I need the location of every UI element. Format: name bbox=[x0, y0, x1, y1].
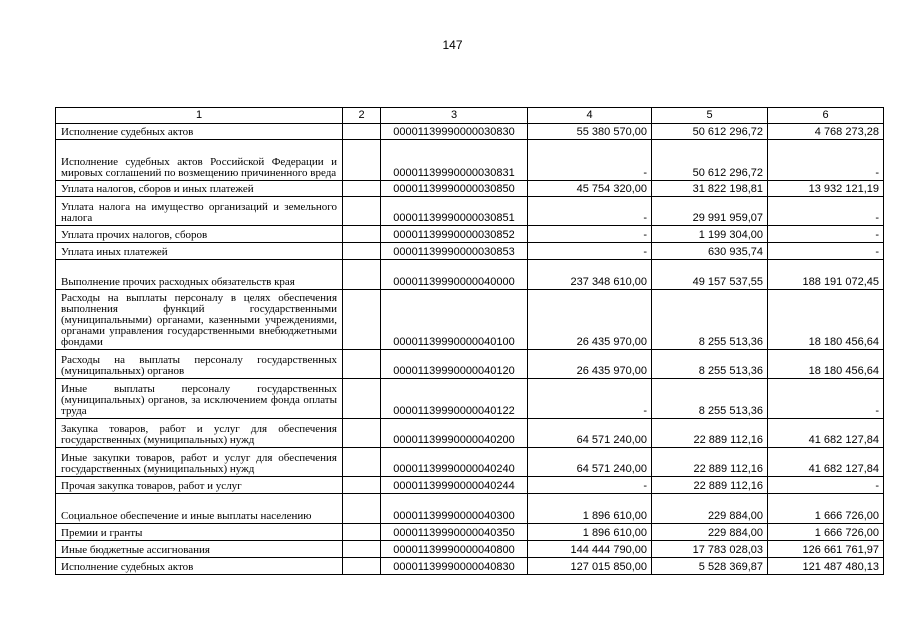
table-row bbox=[56, 290, 884, 350]
table-row bbox=[56, 524, 884, 541]
row-col6-cell: 41 682 127,84 bbox=[768, 448, 884, 477]
row-col4-cell: 64 571 240,00 bbox=[528, 448, 652, 477]
header-cell-6: 6 bbox=[768, 108, 884, 124]
row-col2-cell bbox=[343, 558, 381, 575]
table-row bbox=[56, 124, 884, 140]
row-col5-cell: 8 255 513,36 bbox=[652, 379, 768, 419]
row-col6-cell: 126 661 761,97 bbox=[768, 541, 884, 558]
row-code-cell: 00001139990000040000 bbox=[381, 260, 528, 290]
budget-table bbox=[55, 107, 884, 575]
table-row bbox=[56, 419, 884, 448]
table-body bbox=[56, 108, 884, 575]
row-col4-cell: - bbox=[528, 140, 652, 181]
table-row bbox=[56, 541, 884, 558]
table-row bbox=[56, 350, 884, 379]
row-name-cell: Социальное обеспечение и иные выплаты населению bbox=[56, 494, 343, 524]
row-col2-cell bbox=[343, 260, 381, 290]
header-cell-2: 2 bbox=[343, 108, 381, 124]
row-col4-cell: - bbox=[528, 379, 652, 419]
row-col5-cell: 630 935,74 bbox=[652, 243, 768, 260]
row-col4-cell: 127 015 850,00 bbox=[528, 558, 652, 575]
row-col4-cell: - bbox=[528, 226, 652, 243]
row-name-cell: Закупка товаров, работ и услуг для обеспечения государственных (муниципальных) нужд bbox=[56, 419, 343, 448]
row-code-cell: 00001139990000040240 bbox=[381, 448, 528, 477]
row-name-cell: Расходы на выплаты персоналу государственных (муниципальных) органов bbox=[56, 350, 343, 379]
row-col5-cell: 31 822 198,81 bbox=[652, 181, 768, 197]
row-col5-cell: 22 889 112,16 bbox=[652, 448, 768, 477]
row-code-cell: 00001139990000040200 bbox=[381, 419, 528, 448]
row-col2-cell bbox=[343, 350, 381, 379]
row-col5-cell: 22 889 112,16 bbox=[652, 419, 768, 448]
row-col5-cell: 8 255 513,36 bbox=[652, 350, 768, 379]
row-col2-cell bbox=[343, 477, 381, 494]
header-cell-5: 5 bbox=[652, 108, 768, 124]
header-cell-4: 4 bbox=[528, 108, 652, 124]
row-code-cell: 00001139990000030851 bbox=[381, 197, 528, 226]
table-row bbox=[56, 558, 884, 575]
row-col6-cell: 41 682 127,84 bbox=[768, 419, 884, 448]
row-col2-cell bbox=[343, 243, 381, 260]
row-col2-cell bbox=[343, 140, 381, 181]
row-col4-cell: 45 754 320,00 bbox=[528, 181, 652, 197]
row-name-cell: Иные выплаты персоналу государственных (муниципальных) органов, за исключением фонда оплаты труда bbox=[56, 379, 343, 419]
row-name-cell: Исполнение судебных актов bbox=[56, 124, 343, 140]
row-col5-cell: 49 157 537,55 bbox=[652, 260, 768, 290]
row-name-cell: Исполнение судебных актов bbox=[56, 558, 343, 575]
row-col2-cell bbox=[343, 524, 381, 541]
row-code-cell: 00001139990000030853 bbox=[381, 243, 528, 260]
row-code-cell: 00001139990000040350 bbox=[381, 524, 528, 541]
row-col6-cell: - bbox=[768, 379, 884, 419]
row-code-cell: 00001139990000030830 bbox=[381, 124, 528, 140]
row-col4-cell: 26 435 970,00 bbox=[528, 290, 652, 350]
row-col6-cell: 1 666 726,00 bbox=[768, 494, 884, 524]
row-name-cell: Уплата иных платежей bbox=[56, 243, 343, 260]
row-col2-cell bbox=[343, 541, 381, 558]
table-row bbox=[56, 243, 884, 260]
row-col5-cell: 8 255 513,36 bbox=[652, 290, 768, 350]
row-name-cell: Расходы на выплаты персоналу в целях обеспечения выполнения функций государственными (муниципальными) органами, казенными учреждениями, органами управления государственными внебюджетными фондами bbox=[56, 290, 343, 350]
row-col5-cell: 50 612 296,72 bbox=[652, 140, 768, 181]
row-col5-cell: 29 991 959,07 bbox=[652, 197, 768, 226]
row-col2-cell bbox=[343, 124, 381, 140]
row-col6-cell: 188 191 072,45 bbox=[768, 260, 884, 290]
row-col4-cell: 1 896 610,00 bbox=[528, 524, 652, 541]
row-col6-cell: - bbox=[768, 140, 884, 181]
row-code-cell: 00001139990000040800 bbox=[381, 541, 528, 558]
row-col4-cell: 237 348 610,00 bbox=[528, 260, 652, 290]
row-col6-cell: 121 487 480,13 bbox=[768, 558, 884, 575]
row-code-cell: 00001139990000040244 bbox=[381, 477, 528, 494]
row-col2-cell bbox=[343, 181, 381, 197]
row-code-cell: 00001139990000040100 bbox=[381, 290, 528, 350]
row-name-cell: Уплата прочих налогов, сборов bbox=[56, 226, 343, 243]
row-code-cell: 00001139990000040830 bbox=[381, 558, 528, 575]
row-col6-cell: - bbox=[768, 243, 884, 260]
table-row bbox=[56, 140, 884, 181]
row-code-cell: 00001139990000030850 bbox=[381, 181, 528, 197]
row-col6-cell: 18 180 456,64 bbox=[768, 350, 884, 379]
row-col6-cell: 13 932 121,19 bbox=[768, 181, 884, 197]
row-col6-cell: 1 666 726,00 bbox=[768, 524, 884, 541]
table-row bbox=[56, 448, 884, 477]
row-code-cell: 00001139990000040300 bbox=[381, 494, 528, 524]
row-col2-cell bbox=[343, 226, 381, 243]
row-col2-cell bbox=[343, 419, 381, 448]
table-row bbox=[56, 260, 884, 290]
row-code-cell: 00001139990000040120 bbox=[381, 350, 528, 379]
row-col5-cell: 5 528 369,87 bbox=[652, 558, 768, 575]
row-col4-cell: - bbox=[528, 197, 652, 226]
header-cell-3: 3 bbox=[381, 108, 528, 124]
row-col2-cell bbox=[343, 494, 381, 524]
row-name-cell: Премии и гранты bbox=[56, 524, 343, 541]
row-col2-cell bbox=[343, 379, 381, 419]
row-name-cell: Уплата налогов, сборов и иных платежей bbox=[56, 181, 343, 197]
row-col4-cell: 55 380 570,00 bbox=[528, 124, 652, 140]
row-col5-cell: 50 612 296,72 bbox=[652, 124, 768, 140]
row-col2-cell bbox=[343, 197, 381, 226]
row-name-cell: Выполнение прочих расходных обязательств края bbox=[56, 260, 343, 290]
row-col4-cell: 26 435 970,00 bbox=[528, 350, 652, 379]
row-name-cell: Прочая закупка товаров, работ и услуг bbox=[56, 477, 343, 494]
row-col5-cell: 229 884,00 bbox=[652, 524, 768, 541]
row-col6-cell: - bbox=[768, 226, 884, 243]
row-name-cell: Иные закупки товаров, работ и услуг для обеспечения государственных (муниципальных) нужд bbox=[56, 448, 343, 477]
row-code-cell: 00001139990000030831 bbox=[381, 140, 528, 181]
row-col2-cell bbox=[343, 290, 381, 350]
row-col6-cell: - bbox=[768, 477, 884, 494]
row-name-cell: Исполнение судебных актов Российской Федерации и мировых соглашений по возмещению причиненного вреда bbox=[56, 140, 343, 181]
table-row bbox=[56, 477, 884, 494]
row-name-cell: Уплата налога на имущество организаций и земельного налога bbox=[56, 197, 343, 226]
page-number: 147 bbox=[442, 38, 463, 52]
row-name-cell: Иные бюджетные ассигнования bbox=[56, 541, 343, 558]
row-col4-cell: - bbox=[528, 477, 652, 494]
header-cell-1: 1 bbox=[56, 108, 343, 124]
row-col4-cell: 144 444 790,00 bbox=[528, 541, 652, 558]
row-code-cell: 00001139990000040122 bbox=[381, 379, 528, 419]
row-col6-cell: 4 768 273,28 bbox=[768, 124, 884, 140]
table-row bbox=[56, 494, 884, 524]
row-col5-cell: 229 884,00 bbox=[652, 494, 768, 524]
row-code-cell: 00001139990000030852 bbox=[381, 226, 528, 243]
row-col5-cell: 1 199 304,00 bbox=[652, 226, 768, 243]
row-col4-cell: 64 571 240,00 bbox=[528, 419, 652, 448]
row-col2-cell bbox=[343, 448, 381, 477]
row-col6-cell: 18 180 456,64 bbox=[768, 290, 884, 350]
table-row bbox=[56, 226, 884, 243]
row-col4-cell: - bbox=[528, 243, 652, 260]
row-col5-cell: 22 889 112,16 bbox=[652, 477, 768, 494]
table-header-row bbox=[56, 108, 884, 124]
table-row bbox=[56, 197, 884, 226]
row-col4-cell: 1 896 610,00 bbox=[528, 494, 652, 524]
row-col5-cell: 17 783 028,03 bbox=[652, 541, 768, 558]
row-col6-cell: - bbox=[768, 197, 884, 226]
table-row bbox=[56, 379, 884, 419]
table-row bbox=[56, 181, 884, 197]
